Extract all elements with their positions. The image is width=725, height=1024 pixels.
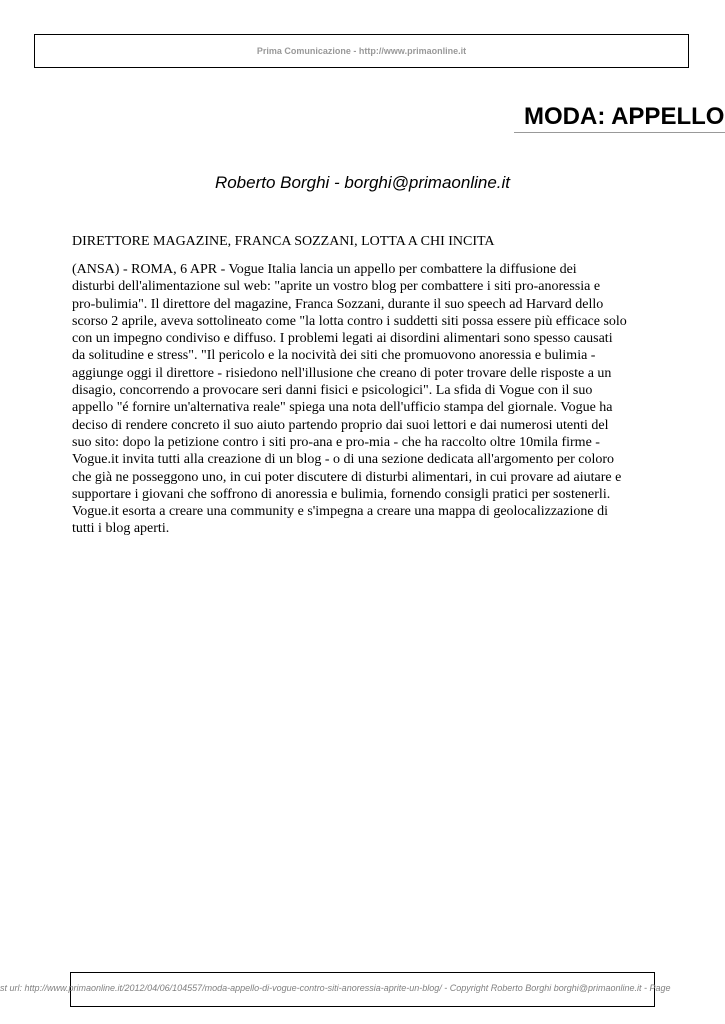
article-body bbox=[72, 261, 662, 538]
body-line: appello "é fornire un'alternativa reale" spiega una nota dell'ufficio stampa del giornale. Vogue ha bbox=[72, 400, 613, 416]
body-line: disturbi dell'alimentazione sul web: "aprite un vostro blog per combattere i siti pro-anoressia e bbox=[72, 279, 601, 295]
header-source-text: Prima Comunicazione - http://www.primaonline.it bbox=[256, 46, 467, 56]
footer-source-text bbox=[0, 983, 725, 993]
article-subheading: DIRETTORE MAGAZINE, FRANCA SOZZANI, LOTTA A CHI INCITA bbox=[72, 234, 495, 249]
title-underline-divider bbox=[514, 132, 725, 133]
body-line: che già ne posseggono uno, in cui poter discutere di disturbi alimentari, in cui provare ad aiutare e bbox=[72, 469, 622, 485]
body-line: da solitudine e stress". "Il pericolo e la nocività dei siti che promuovono anoressia e bulimia - bbox=[72, 348, 596, 364]
article-author: Roberto Borghi - borghi@primaonline.it bbox=[214, 173, 511, 192]
body-line: con un impegno condiviso e diffuso. I problemi legati ai disordini alimentari sono spesso causati bbox=[72, 331, 613, 347]
body-line: Vogue.it invita tutti alla creazione di un blog - o di una sezione dedicata all'argomento per coloro bbox=[72, 452, 615, 468]
page-header-box bbox=[34, 34, 689, 68]
body-line: aggiunge oggi il direttore - risiedono nell'illusione che creano di poter trovare delle risposte a un bbox=[72, 365, 612, 381]
body-line: Vogue.it esorta a creare una community e s'impegna a creare una mappa di geolocalizzazione di bbox=[72, 504, 608, 520]
body-line: supportare i giovani che soffrono di anoressia e bulimia, fornendo consigli pratici per sostenerli. bbox=[72, 486, 611, 502]
body-line: (ANSA) - ROMA, 6 APR - Vogue Italia lancia un appello per combattere la diffusione dei bbox=[72, 262, 577, 277]
body-line: deciso di rendere concreto il suo aiuto partendo proprio dai suoi lettori e dai numerosi utenti del bbox=[72, 417, 609, 433]
article-title: MODA: APPELLO bbox=[524, 103, 725, 130]
body-line: pro-bulimia". Il direttore del magazine, Franca Sozzani, durante il suo speech ad Harvard dello bbox=[72, 296, 604, 312]
body-line: suo sito: dopo la petizione contro i siti pro-ana e pro-mia - che ha raccolto oltre 10mila firme - bbox=[72, 434, 600, 450]
body-line: tutti i blog aperti. bbox=[72, 521, 170, 537]
footer-source-url: st url: http://www.primaonline.it/2012/04/06/104557/moda-appello-di-vogue-contro-siti-anoressia-aprite-un-blog/ - Copyright Roberto Borghi borghi@primaonline.it - Page bbox=[0, 983, 671, 993]
body-line: disagio, concorrendo a provocare seri danni fisici e psicologici". La sfida di Vogue con il suo bbox=[72, 383, 593, 399]
body-line: scorso 2 aprile, aveva sottolineato come "la lotta contro i suddetti siti possa essere più efficace solo bbox=[72, 313, 627, 329]
